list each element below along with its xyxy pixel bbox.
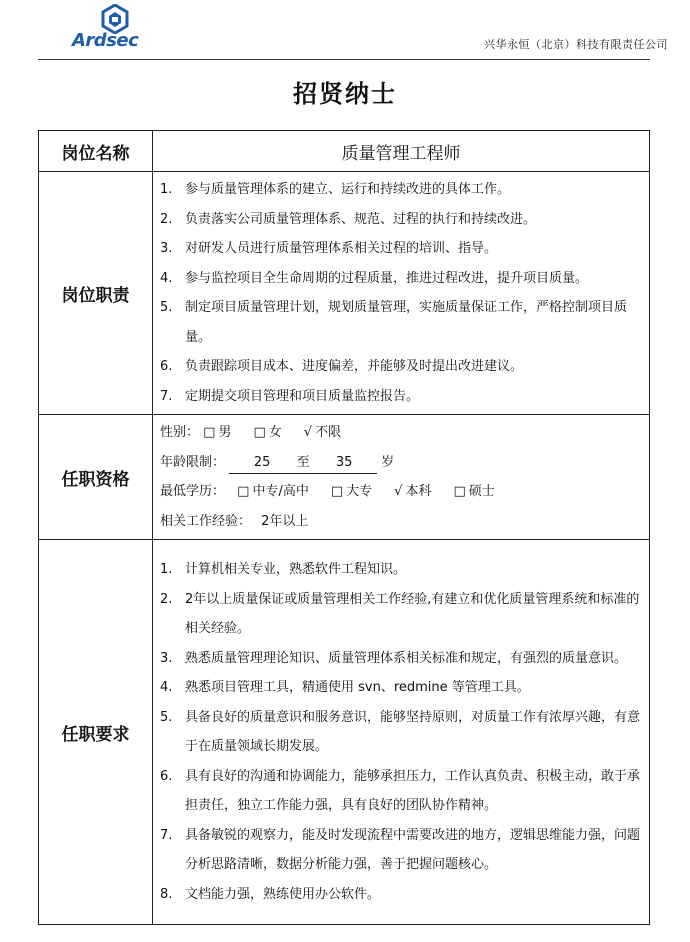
education-option-label: 本科 <box>405 484 432 499</box>
list-item-text: 参与质量管理体系的建立、运行和持续改进的具体工作。 <box>185 182 511 197</box>
education-row <box>160 477 643 507</box>
education-label: 最低学历： <box>160 484 226 499</box>
checkbox-icon: □ <box>330 484 344 499</box>
qualification-label: 任职资格 <box>39 415 153 540</box>
list-item-number: 6. <box>160 359 173 374</box>
list-item-text: 具有良好的沟通和协调能力，能够承担压力，工作认真负责、积极主动，敢于承担责任，独立工作能力强，具有良好的团队协作精神。 <box>185 768 641 813</box>
age-min: 25 <box>229 453 295 474</box>
age-row <box>160 448 643 478</box>
qualification-row <box>39 415 650 540</box>
duties-label: 岗位职责 <box>39 172 153 415</box>
list-item <box>160 762 643 821</box>
list-item <box>160 821 643 880</box>
gender-option <box>304 425 341 440</box>
list-item-number: 3. <box>160 241 173 256</box>
gender-option-label: 女 <box>268 425 282 440</box>
list-item-number: 8. <box>160 886 173 902</box>
checkbox-icon: √ <box>303 425 313 440</box>
education-option-label: 中专/高中 <box>252 484 309 499</box>
education-option <box>331 484 372 499</box>
education-option-label: 大专 <box>346 484 373 499</box>
list-item-number: 7. <box>160 827 173 843</box>
age-max: 35 <box>311 453 377 474</box>
age-unit: 岁 <box>381 454 395 470</box>
education-option <box>394 484 431 499</box>
experience-label: 相关工作经验： <box>160 513 252 529</box>
checkbox-icon: □ <box>203 425 216 440</box>
list-item-text: 定期提交项目管理和项目质量监控报告。 <box>185 388 420 404</box>
education-option <box>237 484 309 499</box>
logo-text: Ardsec <box>72 30 139 51</box>
list-item-number: 1. <box>160 182 173 197</box>
checkbox-icon: √ <box>394 484 403 499</box>
list-item-text: 具备良好的质量意识和服务意识，能够坚持原则，对质量工作有浓厚兴趣，有意于在质量领域长期发展。 <box>185 709 641 754</box>
list-item <box>160 175 643 205</box>
list-item-number: 2. <box>160 591 173 607</box>
qualification-cell <box>153 415 650 540</box>
requirements-row <box>39 540 650 925</box>
list-item <box>160 644 643 674</box>
duties-cell <box>153 172 650 415</box>
list-item-text: 负责落实公司质量管理体系、规范、过程的执行和持续改进。 <box>185 211 537 227</box>
checkbox-icon: □ <box>253 425 266 440</box>
list-item <box>160 555 643 585</box>
list-item <box>160 264 643 294</box>
list-item-text: 文档能力强，熟练使用办公软件。 <box>185 886 381 902</box>
position-row <box>39 131 650 172</box>
company-name: 兴华永恒（北京）科技有限责任公司 <box>484 38 668 51</box>
checkbox-icon: □ <box>237 484 250 499</box>
position-value: 质量管理工程师 <box>153 131 650 172</box>
logo <box>38 0 138 52</box>
list-item-number: 4. <box>160 270 173 286</box>
experience-row <box>160 507 643 537</box>
list-item-number: 3. <box>160 650 173 666</box>
list-item-text: 计算机相关专业，熟悉软件工程知识。 <box>185 562 407 577</box>
experience-value: 2年以上 <box>261 513 309 529</box>
list-item-text: 具备敏锐的观察力，能及时发现流程中需要改进的地方，逻辑思维能力强，问题分析思路清晰，数据分析能力强，善于把握问题核心。 <box>185 827 641 872</box>
list-item-number: 5. <box>160 300 173 315</box>
gender-option <box>203 425 231 440</box>
age-label: 年龄限制： <box>160 454 226 470</box>
checkbox-icon: □ <box>453 484 466 499</box>
list-item-number: 6. <box>160 768 173 784</box>
list-item-number: 2. <box>160 211 173 227</box>
requirements-label: 任职要求 <box>39 540 153 925</box>
list-item-number: 7. <box>160 388 173 404</box>
list-item-text: 熟悉项目管理工具，精通使用 svn、redmine 等管理工具。 <box>185 680 530 695</box>
list-item-text: 熟悉质量管理理论知识、质量管理体系相关标准和规定，有强烈的质量意识。 <box>185 650 628 666</box>
education-option-label: 硕士 <box>468 484 495 499</box>
list-item-text: 参与监控项目全生命周期的过程质量，推进过程改进，提升项目质量。 <box>185 270 589 286</box>
gender-label: 性别： <box>160 425 200 440</box>
list-item <box>160 703 643 762</box>
list-item-number: 5. <box>160 709 173 725</box>
position-label: 岗位名称 <box>39 131 153 172</box>
list-item <box>160 880 643 910</box>
age-to: 至 <box>295 453 311 474</box>
list-item <box>160 234 643 264</box>
page-title: 招贤纳士 <box>293 80 397 108</box>
gender-option-label: 不限 <box>315 425 342 440</box>
list-item <box>160 293 643 352</box>
requirements-list <box>160 555 643 909</box>
list-item-text: 负责跟踪项目成本、进度偏差，并能够及时提出改进建议。 <box>185 359 524 374</box>
list-item-text: 制定项目质量管理计划，规划质量管理，实施质量保证工作，严格控制项目质量。 <box>185 300 628 345</box>
requirements-cell <box>153 540 650 925</box>
gender-row <box>160 418 643 448</box>
gender-option-label: 男 <box>218 425 232 440</box>
list-item <box>160 352 643 382</box>
list-item-number: 4. <box>160 680 173 695</box>
list-item-number: 1. <box>160 562 173 577</box>
list-item <box>160 205 643 235</box>
list-item <box>160 673 643 703</box>
list-item-text: 对研发人员进行质量管理体系相关过程的培训、指导。 <box>185 241 498 256</box>
education-option <box>453 484 494 499</box>
list-item-text: 2年以上质量保证或质量管理相关工作经验,有建立和优化质量管理系统和标准的相关经验。 <box>185 591 640 636</box>
header-divider <box>38 59 650 60</box>
duties-list <box>160 175 643 411</box>
duties-row <box>39 172 650 415</box>
list-item <box>160 585 643 644</box>
list-item <box>160 382 643 412</box>
job-table <box>38 130 650 925</box>
gender-option <box>253 425 281 440</box>
